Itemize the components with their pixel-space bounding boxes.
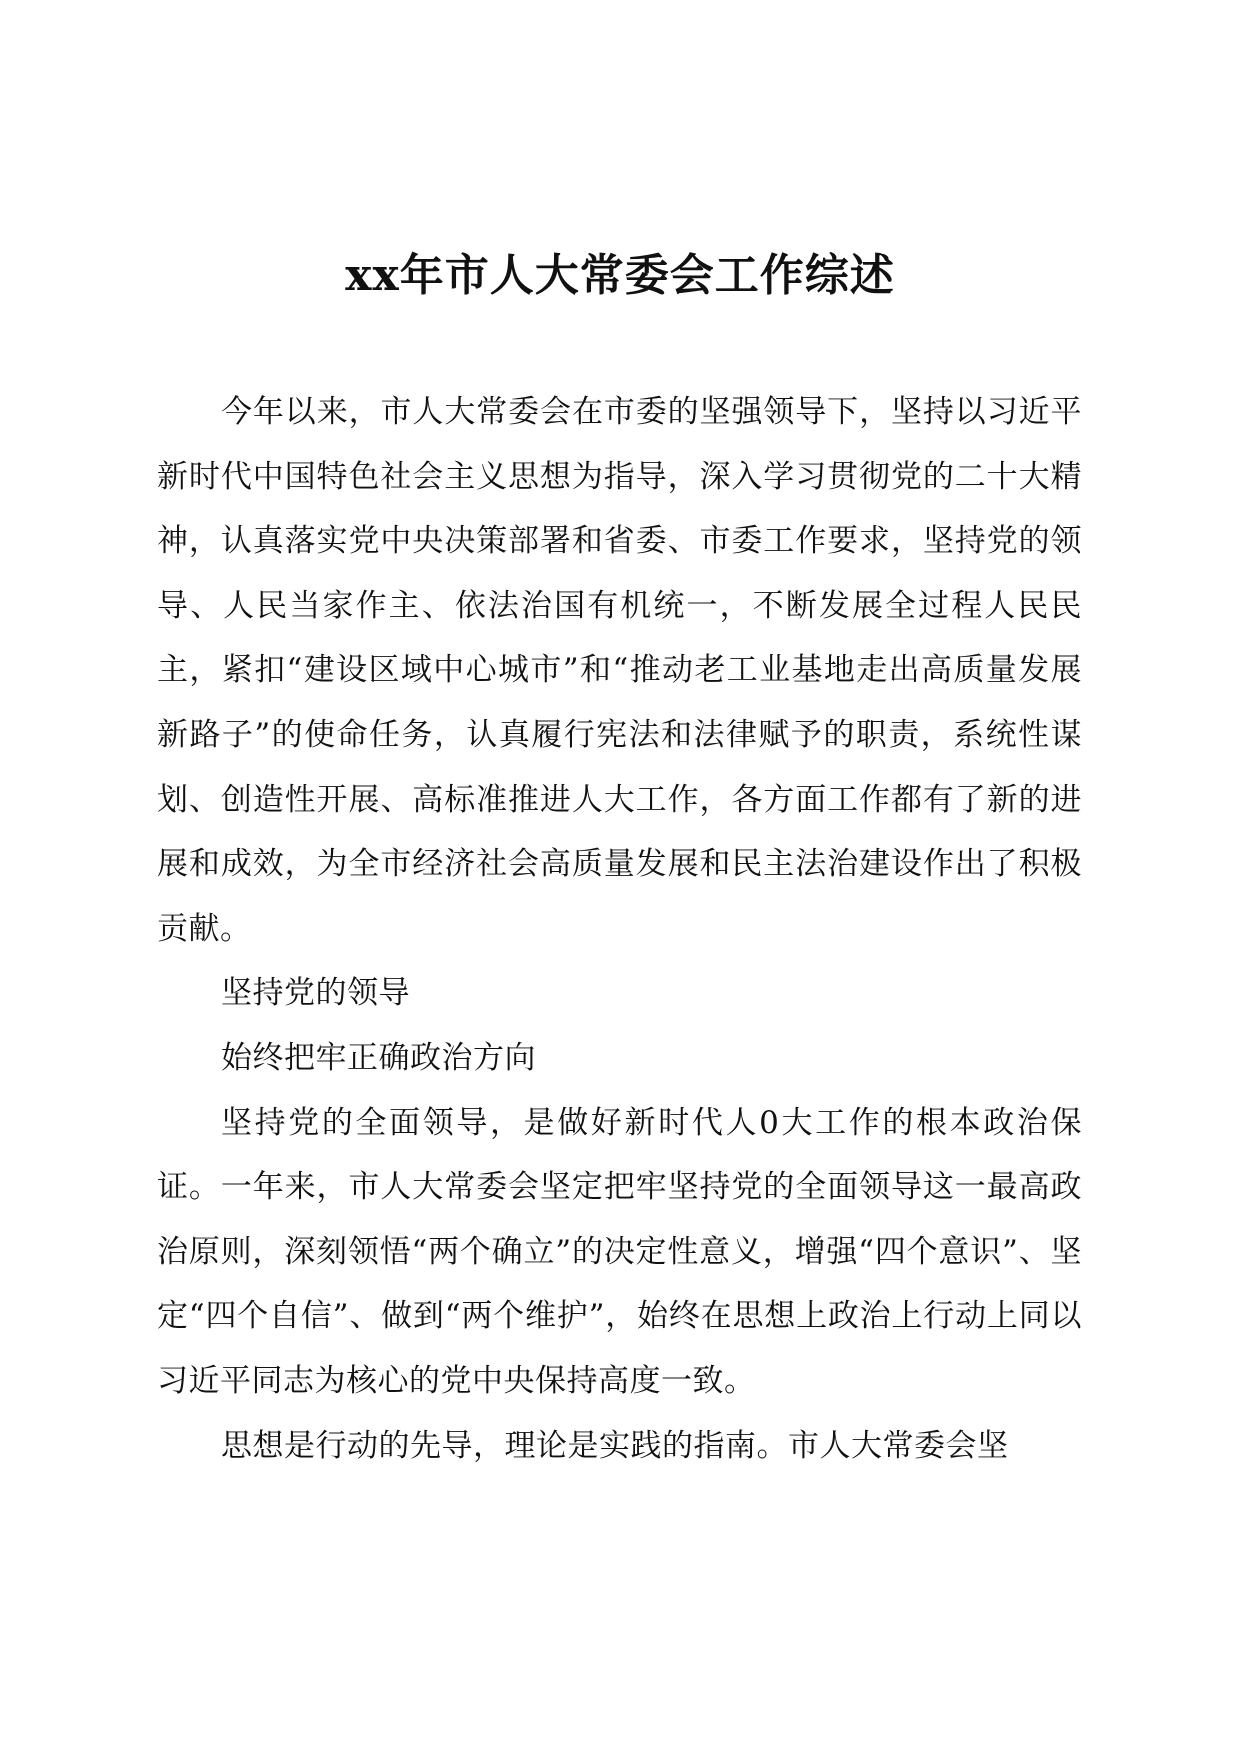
- paragraph-party-leadership: 坚持党的全面领导，是做好新时代人0大工作的根本政治保证。一年来，市人大常委会坚定把牢坚持党的全面领导这一最高政治原则，深刻领悟“两个确立”的决定性意义，增强“四个意识”、坚定“四个自信”、做到“两个维护”，始终在思想上政治上行动上同以习近平同志为核心的党中央保持高度一致。: [157, 1104, 1082, 1399]
- subsection-heading: 始终把牢正确政治方向: [221, 1039, 536, 1076]
- document-title: xx年市人大常委会工作综述: [345, 250, 895, 301]
- document-body: [157, 380, 1082, 1478]
- paragraph-theory: 思想是行动的先导，理论是实践的指南。市人大常委会坚: [221, 1427, 1009, 1464]
- paragraph-intro: 今年以来，市人大常委会在市委的坚强领导下，坚持以习近平新时代中国特色社会主义思想为指导，深入学习贯彻党的二十大精神，认真落实党中央决策部署和省委、市委工作要求，坚持党的领导、人民当家作主、依法治国有机统一，不断发展全过程人民民主，紧扣“建设区域中心城市”和“推动老工业基地走出高质量发展新路子”的使命任务，认真履行宪法和法律赋予的职责，系统性谋划、创造性开展、高标准推进人大工作，各方面工作都有了新的进展和成效，为全市经济社会高质量发展和民主法治建设作出了积极贡献。: [157, 394, 1082, 947]
- section-heading: 坚持党的领导: [221, 975, 410, 1012]
